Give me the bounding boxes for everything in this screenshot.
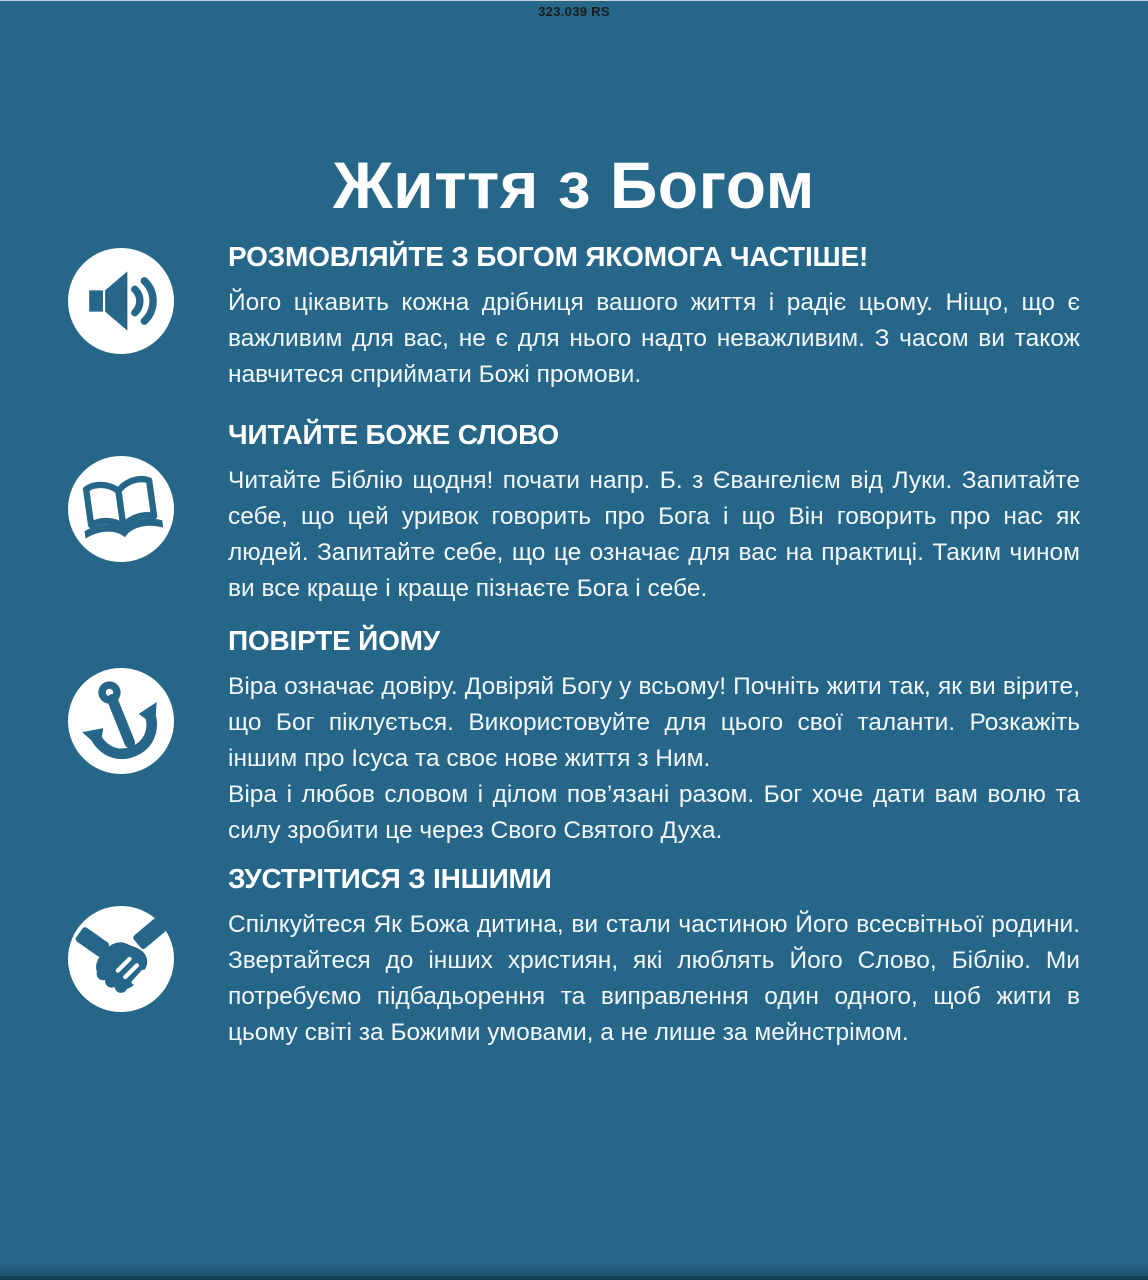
ref-code: 323.039 RS	[538, 4, 610, 19]
section-paragraph: Віра означає довіру. Довіряй Богу у всьому! Почніть жити так, як ви вірите, що Бог піклується. Використовуйте для цього свої таланти. Розкажіть іншим про Ісуса та своє нове життя з Ним.	[228, 673, 1080, 772]
section-heading: РОЗМОВЛЯЙТЕ З БОГОМ ЯКОМОГА ЧАСТІШЕ!	[228, 241, 869, 272]
anchor-icon	[68, 668, 174, 774]
bottom-edge-band	[0, 1262, 1148, 1280]
page-title: Життя з Богом	[332, 148, 815, 223]
section-paragraph: Його цікавить кожна дрібниця вашого життя і радіє цьому. Ніщо, що є важливим для вас, не є для нього надто неважливим. З часом ви також навчитеся сприймати Божі промови.	[228, 289, 1080, 388]
section-paragraph: Віра і любов словом і ділом пов’язані разом. Бог хоче дати вам волю та силу зробити це через Свого Святого Духа.	[228, 781, 1080, 844]
section-trust-him	[228, 625, 1080, 849]
section-heading: ЧИТАЙТЕ БОЖЕ СЛОВО	[228, 419, 559, 450]
handshake-icon	[68, 906, 174, 1012]
speaker-icon	[68, 248, 174, 354]
open-book-icon	[68, 456, 174, 562]
section-read-gods-word	[228, 419, 1080, 607]
section-paragraph: Спілкуйтеся Як Божа дитина, ви стали частиною Його всесвітньої родини. Звертайтеся до інших християн, які люблять Його Слово, Біблію. Ми потребуємо підбадьорення та виправлення один одного, щоб жити в цьому світі за Божими умовами, а не лише за мейнстрімом.	[228, 911, 1080, 1046]
section-heading: ЗУСТРІТИСЯ З ІНШИМИ	[228, 863, 552, 894]
section-meet-others	[228, 863, 1080, 1051]
section-talk-to-god	[228, 241, 1080, 393]
section-paragraph: Читайте Біблію щодня! почати напр. Б. з Євангелієм від Луки. Запитайте себе, що цей уривок говорить про Бога і що Він говорить про нас як людей. Запитайте себе, що це означає для вас на практиці. Таким чином ви все краще і краще пізнаєте Бога і себе.	[228, 467, 1080, 602]
section-heading: ПОВІРТЕ ЙОМУ	[228, 625, 441, 656]
